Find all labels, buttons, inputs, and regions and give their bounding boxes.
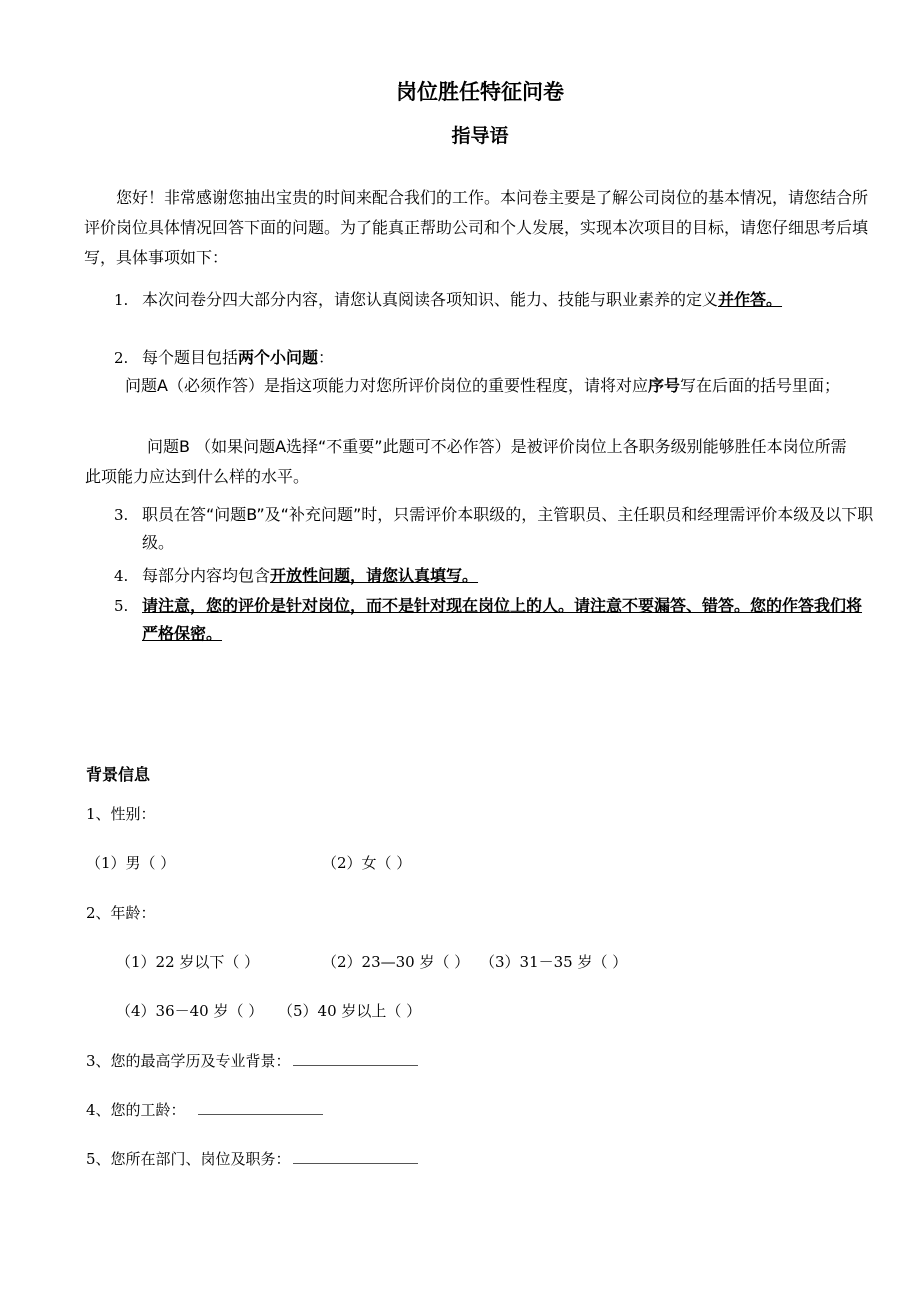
education-label: 3、您的最高学历及专业背景： — [86, 1052, 291, 1070]
gender-option-female: （2）女（ ） — [322, 854, 412, 872]
question-b-description: 问题B （如果问题A选择“不重要”此题可不必作答）是被评价岗位上各职务级别能够胜任本岗位所需此项能力应达到什么样的水平。 — [85, 437, 847, 486]
gender-option-male: （1）男（ ） — [86, 854, 176, 872]
department-question — [86, 1148, 418, 1169]
age-question: 2、年龄： — [86, 904, 156, 922]
education-blank[interactable] — [293, 1051, 418, 1066]
document-subtitle: 指导语 — [451, 125, 509, 147]
item-bold-text: 开放性问题，请您认真填写。 — [270, 566, 479, 585]
list-number: 2. — [114, 349, 129, 367]
list-number: 3. — [114, 506, 129, 524]
age-option-5: （5）40 岁以上（ ） — [278, 1002, 422, 1020]
item-bold-text: 请注意，您的评价是针对岗位，而不是针对现在岗位上的人。请注意不要漏答、错答。您的作答我们将严格保密。 — [142, 596, 863, 643]
gender-question: 1、性别： — [86, 805, 156, 823]
item-text: 每部分内容均包含 — [142, 566, 271, 585]
document-title: 岗位胜任特征问卷 — [396, 80, 564, 104]
work-years-label: 4、您的工龄： — [86, 1101, 186, 1119]
item-text: 职员在答“问题B”及“补充问题”时，只需评价本职级的，主管职员、主任职员和经理需评价本级及以下职级。 — [142, 505, 874, 552]
age-option-1: （1）22 岁以下（ ） — [116, 953, 260, 971]
item-bold-text: 并作答。 — [718, 290, 783, 309]
item-text: 本次问卷分四大部分内容，请您认真阅读各项知识、能力、技能与职业素养的定义 — [142, 290, 719, 309]
department-label: 5、您所在部门、岗位及职务： — [86, 1150, 291, 1168]
list-number: 4. — [114, 567, 129, 585]
item-bold-text: 两个小问题 — [238, 348, 319, 367]
education-question — [86, 1050, 418, 1071]
work-years-blank[interactable] — [198, 1100, 323, 1115]
intro-paragraph: 您好！非常感谢您抽出宝贵的时间来配合我们的工作。本问卷主要是了解公司岗位的基本情况，请您结合所评价岗位具体情况回答下面的问题。为了能真正帮助公司和个人发展，实现本次项目的目标，请您仔细思考后填写，具体事项如下： — [84, 188, 869, 267]
item-tail: ： — [318, 348, 335, 367]
age-option-4: （4）36－40 岁（ ） — [116, 1002, 264, 1020]
question-a-description — [85, 371, 845, 401]
question-a-text-end: 写在后面的括号里面； — [679, 376, 840, 395]
department-blank[interactable] — [293, 1149, 418, 1164]
age-option-3: （3）31－35 岁（ ） — [480, 953, 628, 971]
age-option-2: （2）23—30 岁（ ） — [322, 953, 470, 971]
work-years-question — [86, 1099, 323, 1120]
item-text: 每个题目包括 — [142, 348, 239, 367]
background-section-title: 背景信息 — [86, 765, 151, 784]
list-number: 1. — [114, 291, 129, 309]
question-a-text: 问题A（必须作答）是指这项能力对您所评价岗位的重要性程度，请将对应 — [125, 376, 648, 395]
list-number: 5. — [114, 597, 129, 615]
question-a-bold: 序号 — [647, 376, 680, 395]
